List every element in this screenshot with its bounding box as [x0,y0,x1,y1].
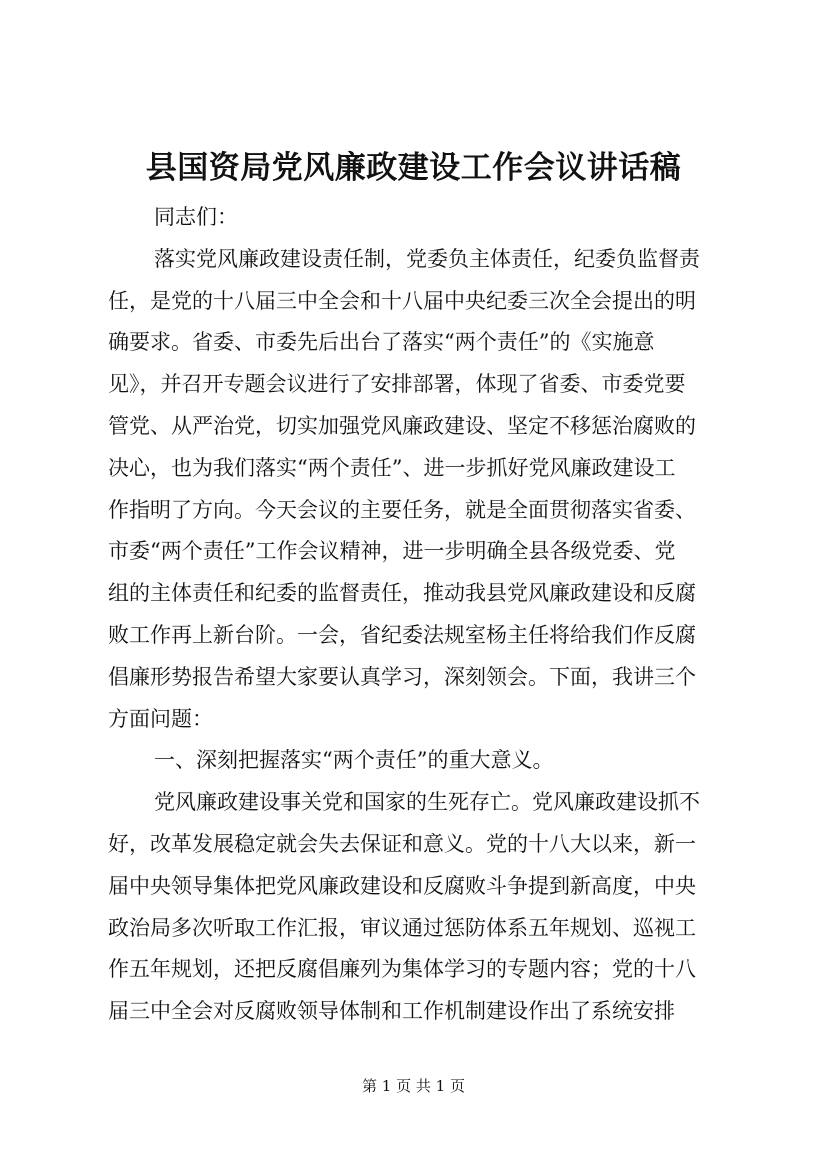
paragraph-line: 作五年规划，还把反腐倡廉列为集体学习的专题内容；党的十八 [108,957,696,982]
paragraph-line: 组的主体责任和纪委的监督责任，推动我县党风廉政建设和反腐 [108,581,696,606]
paragraph-line: 倡廉形势报告希望大家要认真学习，深刻领会。下面，我讲三个 [108,664,696,689]
paragraph-line: 届三中全会对反腐败领导体制和工作机制建设作出了系统安排 [108,999,675,1024]
document-title: 县国资局党风廉政建设工作会议讲话稿 [145,150,682,186]
paragraph-line: 决心，也为我们落实“两个责任”、进一步抓好党风廉政建设工 [108,455,676,480]
paragraph-line: 见》，并召开专题会议进行了安排部署，体现了省委、市委党要 [108,372,686,397]
paragraph-line: 确要求。省委、市委先后出台了落实“两个责任”的《实施意 [108,330,655,355]
paragraph-line: 好，改革发展稳定就会失去保证和意义。党的十八大以来，新一 [108,831,696,856]
document-body [108,197,720,1033]
paragraph-line: 作指明了方向。今天会议的主要任务，就是全面贯彻落实省委、 [108,497,696,522]
section-heading: 一、深刻把握落实“两个责任”的重大意义。 [154,748,554,773]
paragraph-line: 落实党风廉政建设责任制，党委负主体责任，纪委负监督责 [154,246,700,271]
paragraph-line: 党风廉政建设事关党和国家的生死存亡。党风廉政建设抓不 [154,790,700,815]
page-number-footer: 第 1 页 共 1 页 [362,1077,465,1095]
paragraph-line: 方面问题： [108,706,213,731]
paragraph-line: 届中央领导集体把党风廉政建设和反腐败斗争提到新高度，中央 [108,873,696,898]
paragraph-line: 管党、从严治党，切实加强党风廉政建设、坚定不移惩治腐败的 [108,413,696,438]
salutation-line: 同志们： [154,205,238,229]
paragraph-line: 败工作再上新台阶。一会，省纪委法规室杨主任将给我们作反腐 [108,622,696,647]
paragraph-line: 市委“两个责任”工作会议精神，进一步明确全县各级党委、党 [108,539,676,564]
paragraph-line: 政治局多次听取工作汇报，审议通过惩防体系五年规划、巡视工 [108,915,696,940]
paragraph-line: 任，是党的十八届三中全会和十八届中央纪委三次全会提出的明 [108,288,696,313]
